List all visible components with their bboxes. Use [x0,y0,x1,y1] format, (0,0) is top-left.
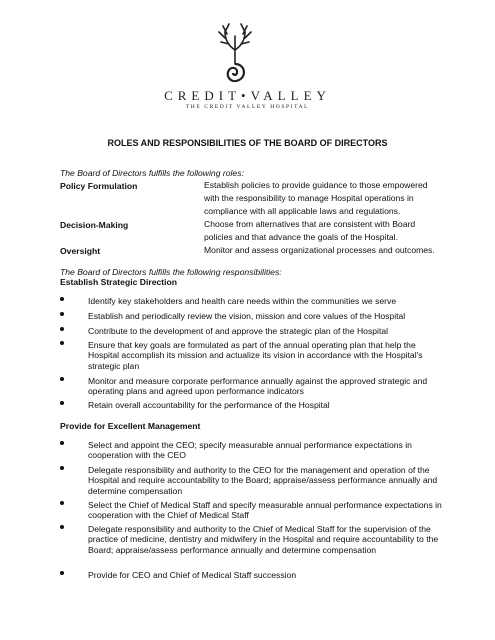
bullet-icon [60,570,66,576]
brand-subtitle: THE CREDIT VALLEY HOSPITAL [185,104,310,110]
bullet-icon [60,296,66,302]
bullet-icon [60,524,66,530]
list-item: Monitor and measure corporate performance annually against the approved strategic and operating plans and agreed upon performance indicators [88,376,428,397]
role-description: Monitor and assess organizational processes and outcomes. [204,245,435,255]
bullet-icon [60,440,66,446]
bullet-icon [60,326,66,332]
section-heading: Establish Strategic Direction [60,277,178,287]
bullet-icon [60,465,66,471]
list-item: Retain overall accountability for the performance of the Hospital [88,400,330,410]
role-description: Establish policies to provide guidance to those empowered with the responsibility to manage Hospital operations in compliance with all applicable laws and regulations. [204,180,428,216]
list-item: Select and appoint the CEO; specify measurable annual performance expectations in cooperation with the CEO [88,440,412,461]
bullet-icon [60,340,66,346]
bullet-icon [60,311,66,317]
roles-intro: The Board of Directors fulfills the following roles: [60,168,244,178]
list-item: Establish and periodically review the vision, mission and core values of the Hospital [88,311,406,321]
role-term: Oversight [60,246,101,256]
list-item: Contribute to the development of and approve the strategic plan of the Hospital [88,326,389,336]
credit-valley-logo [205,20,265,88]
role-description: Choose from alternatives that are consistent with Board policies and that advance the goals of the Hospital. [204,219,416,242]
list-item: Select the Chief of Medical Staff and specify measurable annual performance expectations in cooperation with the Chief of Medical Staff [88,500,442,521]
role-term: Policy Formulation [60,181,138,191]
brand-name: CREDIT•VALLEY [164,88,331,103]
responsibilities-intro: The Board of Directors fulfills the following responsibilities: [60,267,282,277]
bullet-icon [60,400,66,406]
list-item: Provide for CEO and Chief of Medical Staff succession [88,570,297,580]
page-title: ROLES AND RESPONSIBILITIES OF THE BOARD OF DIRECTORS [107,138,388,148]
list-item: Identify key stakeholders and health care needs within the communities we serve [88,296,397,306]
section-heading: Provide for Excellent Management [60,421,201,431]
list-item: Delegate responsibility and authority to the Chief of Medical Staff for the supervision of the practice of medicine, dentistry and midwifery in the Hospital and require accountability to the Board; appraise/assess performance annually and determine compensation [88,524,439,555]
bullet-icon [60,376,66,382]
bullet-icon [60,500,66,506]
list-item: Delegate responsibility and authority to the CEO for the management and operation of the Hospital and require accountability to the Board; appraise/assess performance annually and determine compensation [88,465,438,496]
role-term: Decision-Making [60,220,129,230]
list-item: Ensure that key goals are formulated as part of the annual operating plan that help the Hospital accomplish its mission and actualize its vision in accordance with the Hospital's strategic plan [88,340,423,371]
